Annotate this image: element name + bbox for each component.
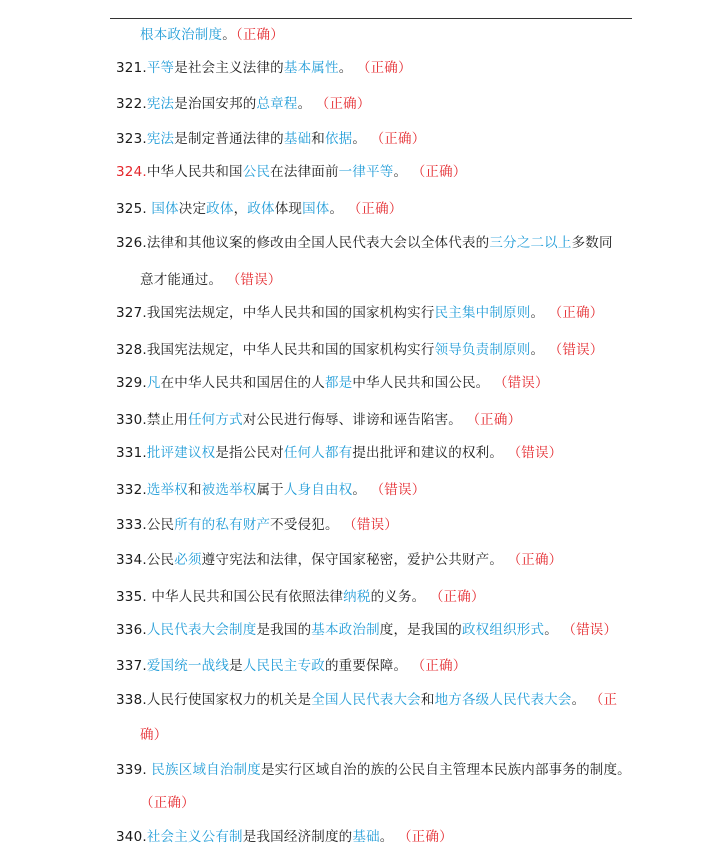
line-327 (116, 304, 603, 322)
plain-text: 。 (222, 27, 236, 43)
plain-text: 。 (530, 305, 549, 321)
line-333 (116, 516, 398, 534)
plain-text: 。 (571, 692, 590, 708)
plain-text: 337. (116, 658, 147, 674)
plain-text: 335. 中华人民共和国公民有依照法律 (116, 589, 344, 605)
highlight-term: 人身自由权 (283, 482, 353, 498)
plain-text: 中华人民共和国公民。 (352, 375, 494, 391)
plain-text: 是治国安邦的 (174, 96, 257, 112)
header-rule (110, 18, 632, 19)
highlight-term: 选举权 (146, 482, 188, 498)
plain-text: 330.禁止用 (116, 412, 188, 428)
highlight-term: 基础 (283, 131, 312, 147)
highlight-term: 被选举权 (201, 482, 257, 498)
highlight-term: 一律平等 (338, 164, 394, 180)
highlight-term: 人民代表大会制度 (146, 622, 257, 638)
highlight-term: 爱国统一战线 (146, 658, 230, 674)
answer-mark: （正确） (347, 201, 403, 217)
highlight-term: 宪法 (146, 96, 175, 112)
plain-text: 是制定普通法律的 (174, 131, 284, 147)
answer-mark: （正确） (140, 795, 195, 811)
plain-text: 遵守宪法和法律，保守国家秘密，爱护公共财产。 (201, 552, 508, 568)
plain-text: 是我国的 (256, 622, 312, 638)
plain-text: 不受侵犯。 (270, 517, 344, 533)
plain-text: 。 (544, 622, 563, 638)
highlight-term: 批评建议权 (146, 445, 216, 461)
plain-text: 339. (116, 762, 152, 778)
highlight-term: 都是 (324, 375, 353, 391)
plain-text: 多数同 (571, 235, 613, 251)
line-320-cont (140, 26, 284, 44)
line-326-cont (140, 271, 282, 289)
plain-text: 331. (116, 445, 147, 461)
highlight-term: 政体 (206, 201, 234, 217)
highlight-term: 宪法 (146, 131, 175, 147)
plain-text: 提出批评和建议的权利。 (352, 445, 508, 461)
highlight-term: 国体 (151, 201, 179, 217)
plain-text: 在法律面前 (270, 164, 339, 180)
highlight-term: 人民民主专政 (242, 658, 325, 674)
answer-mark: （错误） (562, 622, 618, 638)
plain-text: 340. (116, 829, 147, 845)
plain-text: 329. (116, 375, 147, 391)
answer-mark: 确） (140, 727, 168, 743)
plain-text: 。 (352, 131, 371, 147)
plain-text: 和 (311, 131, 325, 147)
plain-text: 体现 (274, 201, 303, 217)
answer-mark: （错误） (370, 482, 426, 498)
plain-text: 的重要保障。 (324, 658, 412, 674)
line-339-cont (140, 794, 195, 812)
answer-mark: （错误） (507, 445, 563, 461)
highlight-term: 根本政治制度 (140, 27, 223, 43)
plain-text: 321. (116, 60, 147, 76)
plain-text: 在中华人民共和国居住的人 (160, 375, 325, 391)
plain-text: 333.公民 (116, 517, 175, 533)
plain-text: 328.我国宪法规定，中华人民共和国的国家机构实行 (116, 342, 435, 358)
highlight-term: 政权组织形式 (461, 622, 545, 638)
line-338-cont (140, 726, 167, 744)
plain-text: ， (233, 201, 248, 217)
highlight-term: 社会主义公有制 (146, 829, 243, 845)
line-324 (116, 163, 467, 181)
plain-text: 意才能通过。 (140, 272, 227, 288)
line-337 (116, 657, 466, 675)
line-339 (116, 761, 631, 779)
highlight-term: 纳税 (343, 589, 371, 605)
highlight-term: 基本属性 (283, 60, 339, 76)
line-332 (116, 481, 425, 499)
answer-mark: （正确） (315, 96, 371, 112)
answer-mark: （正确） (466, 412, 522, 428)
answer-mark: （错误） (493, 375, 549, 391)
highlight-term: 基本政治制 (311, 622, 380, 638)
answer-mark: （正 (589, 692, 618, 708)
plain-text: 322. (116, 96, 147, 112)
answer-mark: （正确） (429, 589, 485, 605)
answer-mark: （正确） (397, 829, 453, 845)
plain-text: 。 (379, 829, 398, 845)
highlight-term: 民主集中制原则 (434, 305, 531, 321)
answer-mark: （正确） (235, 27, 284, 43)
highlight-term: 必须 (174, 552, 202, 568)
answer-mark: （正确） (507, 552, 563, 568)
plain-text: 。 (393, 164, 412, 180)
highlight-term: 总章程 (256, 96, 298, 112)
highlight-term: 任何方式 (187, 412, 243, 428)
line-335 (116, 588, 485, 606)
plain-text: 336. (116, 622, 147, 638)
plain-text: 和 (187, 482, 202, 498)
highlight-term: 三分之二以上 (489, 235, 572, 251)
line-325 (116, 200, 403, 218)
answer-mark: （正确） (356, 60, 412, 76)
line-330 (116, 411, 521, 429)
line-328 (116, 341, 603, 359)
highlight-term: 公民 (242, 164, 271, 180)
line-334 (116, 551, 562, 569)
highlight-term: 任何人都有 (283, 445, 353, 461)
plain-text: 326.法律和其他议案的修改由全国人民代表大会以全体代表的 (116, 235, 490, 251)
line-321 (116, 59, 412, 77)
line-329 (116, 374, 549, 392)
line-336 (116, 621, 617, 639)
plain-text: 的义务。 (370, 589, 430, 605)
plain-text: 323. (116, 131, 147, 147)
answer-mark: （错误） (548, 342, 604, 358)
highlight-term: 地方各级人民代表大会 (434, 692, 572, 708)
answer-mark: （正确） (411, 164, 467, 180)
plain-text: 属于 (256, 482, 284, 498)
plain-text: 。 (530, 342, 549, 358)
answer-mark: （错误） (343, 517, 398, 533)
plain-text: 是实行区域自治的族的公民自主管理本民族内部事务的制度。 (260, 762, 631, 778)
plain-text: 332. (116, 482, 147, 498)
line-326 (116, 234, 613, 252)
plain-text: 。 (352, 482, 371, 498)
answer-mark: （正确） (548, 305, 604, 321)
answer-mark: （正确） (370, 131, 426, 147)
plain-text: 是 (229, 658, 243, 674)
highlight-term: 民族区域自治制度 (151, 762, 261, 778)
plain-text: 是社会主义法律的 (174, 60, 284, 76)
plain-text: 是指公民对 (215, 445, 284, 461)
plain-text: 是我国经济制度的 (242, 829, 353, 845)
plain-text: 中华人民共和国 (146, 164, 243, 180)
plain-text: 327.我国宪法规定，中华人民共和国的国家机构实行 (116, 305, 435, 321)
plain-text: 和 (420, 692, 435, 708)
highlight-term: 领导负责制原则 (434, 342, 531, 358)
plain-text: 。 (329, 201, 348, 217)
plain-text: 。 (338, 60, 357, 76)
highlight-term: 政体 (247, 201, 275, 217)
answer-mark: （正确） (411, 658, 467, 674)
plain-text: 325. (116, 201, 152, 217)
plain-text: 。 (297, 96, 316, 112)
answer-mark: （错误） (226, 272, 282, 288)
line-338 (116, 691, 617, 709)
line-331 (116, 444, 562, 462)
plain-text: 对公民进行侮辱、诽谤和诬告陷害。 (242, 412, 467, 428)
plain-text: 度，是我国的 (379, 622, 462, 638)
highlight-term: 所有的私有财产 (174, 517, 271, 533)
line-323 (116, 130, 425, 148)
highlight-term: 平等 (146, 60, 175, 76)
answer-mark: 324. (116, 164, 147, 180)
plain-text: 334.公民 (116, 552, 175, 568)
line-322 (116, 95, 371, 113)
highlight-term: 凡 (146, 375, 161, 391)
highlight-term: 依据 (324, 131, 353, 147)
plain-text: 决定 (178, 201, 207, 217)
highlight-term: 基础 (352, 829, 380, 845)
line-340 (116, 828, 453, 846)
plain-text: 338.人民行使国家权力的机关是 (116, 692, 312, 708)
highlight-term: 国体 (302, 201, 330, 217)
highlight-term: 全国人民代表大会 (311, 692, 421, 708)
